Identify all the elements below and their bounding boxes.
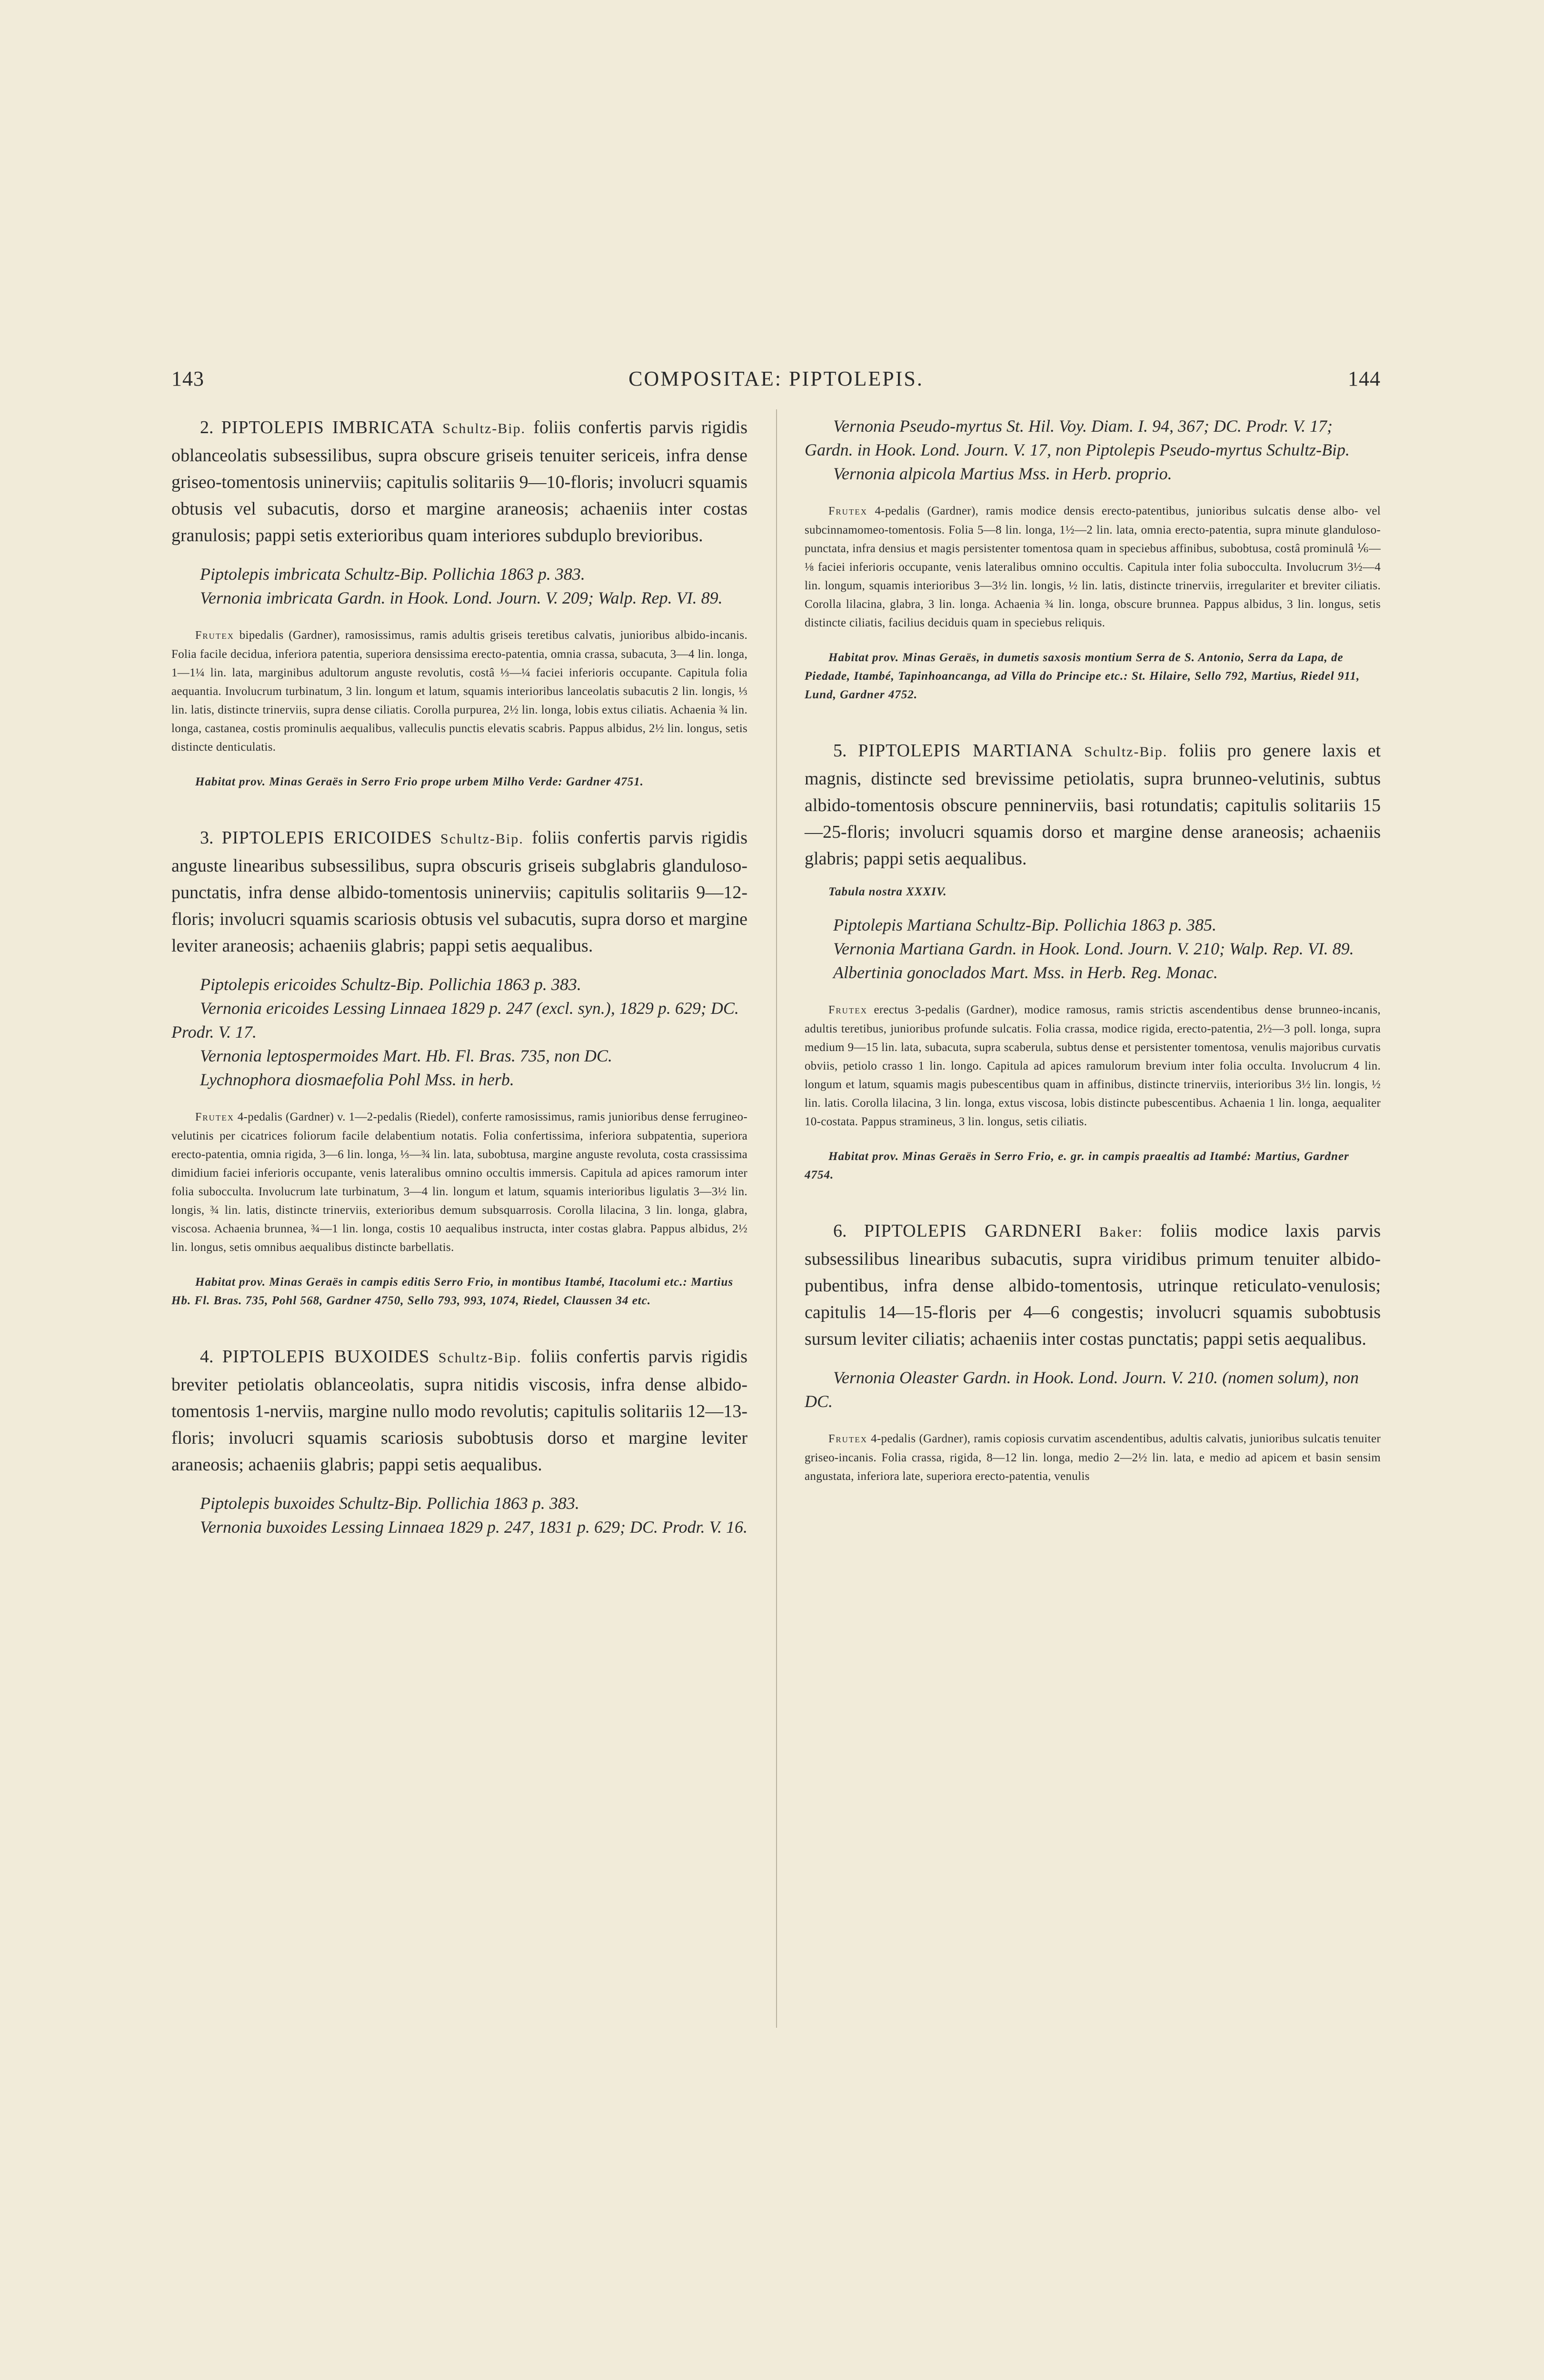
- species-number: 4.: [200, 1347, 214, 1367]
- synonym: Piptolepis imbricata Schultz-Bip. Pollichia 1863 p. 383.: [200, 565, 585, 584]
- habitat-note: Habitat prov. Minas Geraës, in dumetis saxosis montium Serra de S. Antonio, Serra da Lapa, de Piedade, Itambé, Tapinhoancanga, ad Villa do Principe etc.: St. Hilaire, Sello 792, Martius, Riedel 911, Lund, Gardner 4752.: [805, 651, 1360, 701]
- synonym: Albertinia gonoclados Mart. Mss. in Herb. Reg. Monac.: [833, 963, 1218, 982]
- species-number: 5.: [833, 741, 847, 761]
- synonym: Vernonia ericoides Lessing Linnaea 1829 p. 247 (excl. syn.), 1829 p. 629; DC. Prodr. V. 17.: [171, 999, 739, 1041]
- description-lead: Frutex: [828, 505, 868, 517]
- column-divider: [776, 409, 777, 2028]
- species-number: 2.: [200, 417, 214, 437]
- page-number-right: 144: [1348, 367, 1381, 390]
- synonym: Vernonia Oleaster Gardn. in Hook. Lond. Journ. V. 210. (nomen solum), non DC.: [805, 1368, 1359, 1411]
- synonym: Lychnophora diosmaefolia Pohl Mss. in herb.: [200, 1070, 514, 1089]
- species-number: 3.: [200, 828, 214, 848]
- running-header: [171, 367, 1381, 405]
- species-entry-imbricata: [171, 414, 747, 791]
- diagnosis-text: foliis pro genere laxis et magnis, distincte sed brevissime petiolatis, supra brunneo-velutinis, subtus albido-tomentosis obscure penninerviis, basi rotundatis; capitulis solitariis 15—25-floris; involucri squamis dorso et margine dense araneosis; achaeniis glabris; pappi setis aequalibus.: [805, 741, 1381, 869]
- synonym-list: [171, 562, 747, 610]
- synonym: Vernonia Pseudo-myrtus St. Hil. Voy. Diam. I. 94, 367; DC. Prodr. V. 17; Gardn. in Hook. Lond. Journ. V. 17, non Piptolepis Pseudo-myrtus Schultz-Bip.: [805, 416, 1350, 459]
- diagnosis-text: foliis confertis parvis rigidis breviter petiolatis oblanceolatis, supra nitidis viscosis, infra dense albido-tomentosis 1-nerviis, margine nullo modo revolutis; capitulis solitariis 12—13-floris; involucri squamis scariosis subobtusis dorso et margine leviter araneosis; achaeniis glabris; pappi setis aequalibus.: [171, 1347, 748, 1475]
- synonym: Vernonia leptospermoides Mart. Hb. Fl. Bras. 735, non DC.: [200, 1046, 612, 1065]
- species-description: [171, 626, 747, 756]
- species-diagnosis: [171, 1343, 747, 1478]
- running-title: COMPOSITAE: PIPTOLEPIS.: [628, 367, 924, 390]
- species-author: Schultz-Bip.: [442, 421, 526, 436]
- species-author: Schultz-Bip.: [440, 831, 524, 847]
- species-diagnosis: [805, 737, 1381, 872]
- synonym-list: [171, 1491, 747, 1539]
- synonym: Vernonia alpicola Martius Mss. in Herb. proprio.: [833, 464, 1172, 483]
- synonym: Vernonia imbricata Gardn. in Hook. Lond. Journ. V. 209; Walp. Rep. VI. 89.: [200, 588, 723, 607]
- species-diagnosis: [171, 824, 747, 959]
- synonym-list: [171, 972, 747, 1091]
- habitat-note: Habitat prov. Minas Geraës in campis editis Serro Frio, in montibus Itambé, Itacolumi etc.: Martius Hb. Fl. Bras. 735, Pohl 568, Gardner 4750, Sello 793, 993, 1074, Riedel, Claussen 34 etc.: [171, 1276, 734, 1307]
- species-entry-gardneri: [805, 1218, 1381, 1486]
- synonym: Piptolepis ericoides Schultz-Bip. Pollichia 1863 p. 383.: [200, 975, 581, 994]
- species-diagnosis: [171, 414, 747, 549]
- species-number: 6.: [833, 1221, 847, 1241]
- synonym: Vernonia buxoides Lessing Linnaea 1829 p. 247, 1831 p. 629; DC. Prodr. V. 16.: [200, 1517, 748, 1537]
- synonym: Piptolepis Martiana Schultz-Bip. Pollichia 1863 p. 385.: [833, 915, 1216, 934]
- description-text: 4-pedalis (Gardner), ramis copiosis curvatim ascendentibus, adultis calvatis, junioribus sulcatis tenuiter griseo-incanis. Folia crassa, rigida, 8—12 lin. longa, medio 2—2½ lin. lata, e medio ad apicem et basin sensim angustata, inferiora late, superiora erecto-patentia, venulis: [805, 1432, 1381, 1483]
- diagnosis-text: foliis confertis parvis rigidis oblanceolatis subsessilibus, supra obscure griseis tenuiter sericeis, infra dense griseo-tomentosis uninerviis; capitulis solitariis 9—10-floris; involucri squamis obtusis vel subacutis, dorso et margine araneosis; achaeniis inter costas granulosis; pappi setis exterioribus quam interiores subduplo brevioribus.: [171, 417, 748, 545]
- description-text: 4-pedalis (Gardner) v. 1—2-pedalis (Riedel), conferte ramosissimus, ramis junioribus dense ferrugineo-velutinis per cicatrices foliorum facile delabentium notatis. Folia confertissima, inferiora subpatentia, superiora erecto-patentia, omnia rigida, 3—6 lin. longa, ⅓—¾ lin. lata, subobtusa, margine anguste revoluta, costa crassissima dimidium faciei inferioris occupante, venis lateralibus omnino occultis immersis. Capitula ad apices ramorum inter folia subocculta. Involucrum late turbinatum, 3—4 lin. longum et latum, squamis interioribus ligulatis 3—3½ lin. longis, ¾ lin. latis, distincte trinerviis, exterioribus demum subsquarrosis. Corolla lilacina, 3 lin. longa, glabra, viscosa. Achaenia brunnea, ¾—1 lin. longa, costis 10 aequalibus instructa, inter costas glabra. Pappus albidus, 2½ lin. longus, setis omnibus aequalibus distincte barbellatis.: [171, 1111, 747, 1254]
- species-name: PIPTOLEPIS ERICOIDES: [221, 828, 432, 848]
- species-author: Baker:: [1099, 1224, 1143, 1240]
- species-name: PIPTOLEPIS IMBRICATA: [221, 417, 435, 437]
- description-lead: Frutex: [828, 1004, 868, 1016]
- species-entry-martiana: [805, 737, 1381, 1184]
- description-lead: Frutex: [828, 1433, 868, 1445]
- species-author: Schultz-Bip.: [1084, 744, 1168, 760]
- species-description: [171, 1108, 747, 1257]
- species-author: Schultz-Bip.: [438, 1350, 522, 1366]
- synonym-list: [805, 414, 1381, 486]
- description-text: erectus 3-pedalis (Gardner), modice ramosus, ramis strictis ascendentibus dense brunneo-incanis, adultis teretibus, junioribus profunde sulcatis. Folia crassa, modice rigida, erecto-patentia, 2½—3 poll. longa, supra medium 9—15 lin. lata, subacuta, supra scaberula, subtus dense et persistenter tomentosa, venulis majoribus curvatis obviis, petiolo crasso 1 lin. longo. Capitula ad apices ramulorum brevium inter folia occulta. Involucrum 4 lin. longum et latum, squamis magis pubescentibus quam in affinibus, distincte trinerviis, interioribus 3½ lin. longis, ½ lin. latis. Corolla lilacina, 3 lin. longa, extus viscosa, lobis distincte pubescentibus. Achaenia 1 lin. longa, aequaliter 10-costata. Pappus stramineus, 3 lin. longus, setis ciliatis.: [805, 1003, 1381, 1128]
- species-entry-ericoides: [171, 824, 747, 1310]
- description-text: bipedalis (Gardner), ramosissimus, ramis adultis griseis teretibus calvatis, junioribus albido-incanis. Folia facile decidua, inferiora patentia, superiora densissima erecto-patentia, omnia crassa, subacuta, 3—4 lin. longa, 1—1¼ lin. lata, marginibus adultorum anguste revolutis, costâ ⅓—¼ faciei inferioris occupante. Capitula folia aequantia. Involucrum turbinatum, 3 lin. longum et latum, squamis interioribus lanceolatis subacutis 2 lin. longis, ⅓ lin. latis, distincte trinerviis, supra dense ciliatis. Corolla purpurea, 2½ lin. longa, lobis extus ciliatis. Achaenia ¾ lin. longa, castanea, costis prominulis aequalibus, valleculis punctis elevatis scabris. Pappus albidus, 2½ lin. longus, setis distincte denticulatis.: [171, 629, 747, 754]
- description-lead: Frutex: [195, 1111, 235, 1123]
- species-entry-buxoides: [171, 1343, 747, 1539]
- description-lead: Frutex: [195, 629, 235, 642]
- synonym-list: [805, 913, 1381, 984]
- synonym-list: [805, 1366, 1381, 1413]
- habitat-note: Habitat prov. Minas Geraës in Serro Frio prope urbem Milho Verde: Gardner 4751.: [195, 775, 644, 788]
- page-number-left: 143: [171, 367, 204, 390]
- diagnosis-text: foliis modice laxis parvis subsessilibus linearibus subacutis, supra viridibus primum tenuiter albido-pubentibus, infra dense albido-tomentosis, utrinque reticulato-venulosis; capitulis 14—15-floris per 4—6 congestis; involucri squamis subobtusis sursum leviter ciliatis; achaeniis inter costas punctatis; pappi setis aequalibus.: [805, 1221, 1381, 1349]
- diagnosis-text: foliis confertis parvis rigidis anguste linearibus subsessilibus, supra obscuris griseis subglabris glanduloso-punctatis, infra dense albido-tomentosis uninerviis; capitulis solitariis 9—12-floris; involucri squamis scariosis obtusis vel subacutis, supra dorso et margine leviter araneosis; achaeniis glabris; pappi setis aequalibus.: [171, 828, 748, 956]
- species-description: [805, 1429, 1381, 1486]
- habitat-note: Habitat prov. Minas Geraës in Serro Frio, e. gr. in campis praealtis ad Itambé: Martius, Gardner 4754.: [805, 1150, 1349, 1181]
- species-name: PIPTOLEPIS BUXOIDES: [222, 1347, 430, 1367]
- right-column: [805, 414, 1381, 1502]
- plate-reference: Tabula nostra XXXIV.: [828, 885, 947, 898]
- species-name: PIPTOLEPIS GARDNERI: [864, 1221, 1082, 1241]
- species-diagnosis: [805, 1218, 1381, 1352]
- species-description: [805, 1001, 1381, 1131]
- description-text: 4-pedalis (Gardner), ramis modice densis erecto-patentibus, junioribus sulcatis dense albo- vel subcinnamomeo-tomentosis. Folia 5—8 lin. longa, 1½—2 lin. lata, omnia erecto-patentia, supra minute glanduloso-punctata, infra densius et magis persistenter tomentosa quam in speciebus affinibus, subobtusa, costâ prominulâ ⅙—⅛ faciei inferioris occupante, venis lateralibus omnino occultis. Capitula inter folia subocculta. Involucrum 3½—4 lin. longum, squamis interioribus 3—3½ lin. longis, ½ lin. latis, distincte trinerviis, irregulariter et breviter ciliatis. Corolla lilacina, glabra, 3 lin. longa. Achaenia ¾ lin. longa, obscure brunnea. Pappus albidus, 3 lin. longus, setis distincte ciliatis, facilius deciduis quam in speciebus reliquis.: [805, 505, 1381, 629]
- species-description: [805, 502, 1381, 632]
- synonym: Piptolepis buxoides Schultz-Bip. Pollichia 1863 p. 383.: [200, 1494, 579, 1513]
- synonym: Vernonia Martiana Gardn. in Hook. Lond. Journ. V. 210; Walp. Rep. VI. 89.: [833, 939, 1354, 958]
- left-column: [171, 414, 747, 1555]
- species-name: PIPTOLEPIS MARTIANA: [858, 741, 1073, 761]
- species-entry-continued: [805, 414, 1381, 704]
